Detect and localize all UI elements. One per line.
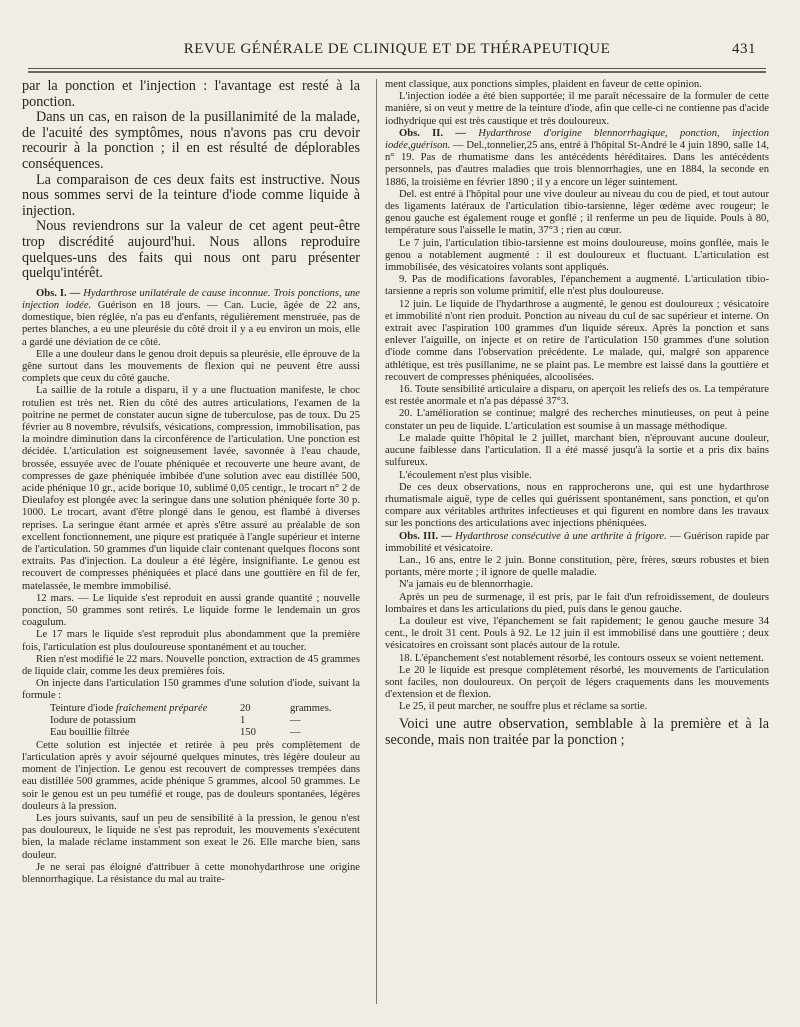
observation-3 <box>385 531 769 555</box>
observation-text: — Guérison rapide par immobilité et vésicatoire. <box>385 530 769 554</box>
paragraph: Elle a une douleur dans le genou droit depuis sa pleurésie, elle éprouve de la gêne surtout dans les mouvements de flexion qui ne peuvent être aussi complets que ceux du côté gauche. <box>22 348 360 385</box>
ingredient-quantity: 1 <box>240 715 246 727</box>
observation-label: Obs. III. — <box>399 530 452 542</box>
ingredient-name: Teinture d'iode <box>50 702 114 714</box>
observation-label: Obs. II. — <box>399 127 466 139</box>
ingredient-unit: grammes. <box>290 702 332 714</box>
left-column <box>22 79 370 1004</box>
paragraph: Nous reviendrons sur la valeur de cet agent peut-être trop discrédité aujourd'hui. Nous allons reproduire quelques-uns des faits qui nous ont paru présenter quelqu'intérêt. <box>22 218 360 282</box>
paragraph: L'écoulement n'est plus visible. <box>399 469 532 481</box>
paragraph: La comparaison de ces deux faits est instructive. Nous nous sommes servi de la teinture d'iode comme liquide à injection. <box>22 171 360 219</box>
running-header <box>22 38 772 64</box>
paragraph: Del. est entré à l'hôpital pour une vive douleur au niveau du cou de pied, et tout autour des ligaments latéraux de l'articulation tibio-tarsienne, léger œdème avec rougeur; le genou gauche est également rouge et gonflé ; il renferme un peu de liquide. Pouls à 80, température sous l'aisselle le matin, 37°3 ; rien au cœur. <box>385 188 769 237</box>
iodine-formula <box>50 703 360 740</box>
paragraph: ment classique, aux ponctions simples, plaident en faveur de cette opinion. <box>385 79 702 90</box>
observation-title: Hydarthrose consécutive à une arthrite à frigore. <box>455 530 667 542</box>
observation-title: Hydarthrose d'origine blennorrhagique, ponction, injection iodée,guérison. <box>385 127 769 152</box>
text-columns <box>22 79 772 1004</box>
journal-title: REVUE GÉNÉRALE DE CLINIQUE ET DE THÉRAPEUTIQUE <box>183 41 611 57</box>
formula-row <box>50 715 360 727</box>
paragraph: Dans un cas, en raison de la pusillanimité de la malade, de l'acuité des symptômes, nous n'avons pas cru devoir recourir à la ponction ; il en est résulté de déplorables conséquences. <box>22 109 360 172</box>
paragraph: Le 20 le liquide est presque complètement résorbé, les mouvements de l'articulation sont faciles, non douloureux. On perçoit de légers craquements dans les mouvements d'extension et de flexion. <box>385 664 769 701</box>
observation-2 <box>385 128 769 189</box>
ingredient-quantity: 150 <box>240 727 256 739</box>
ingredient-name: Eau bouillie filtrée <box>50 727 130 739</box>
column-divider <box>376 79 377 1004</box>
paragraph: par la ponction et l'injection : l'avantage est resté à la ponction. <box>22 79 360 110</box>
paragraph: Les jours suivants, sauf un peu de sensibilité à la pression, le genou n'est pas douloureux, le liquide ne s'est pas reproduit, les mouvements s'exécutent bien, la malade réclame instamment son exeat le 26. Elle marche bien, sans douleur. <box>22 813 360 861</box>
closing-paragraph: Voici une autre observation, semblable à la première et à la seconde, mais non traitée par la ponction ; <box>385 715 769 748</box>
paragraph: La douleur est vive, l'épanchement se fait rapidement; le genou gauche mesure 34 cent., le droit 31 cent. Pouls à 92. Le 12 juin il est immobilisé dans une gouttière ; deux vésicatoires en croissant sont placés autour de la rotule. <box>385 615 769 652</box>
paragraph: Le 25, il peut marcher, ne souffre plus et réclame sa sortie. <box>399 701 648 713</box>
paragraph: Le malade quitte l'hôpital le 2 juillet, marchant bien, n'éprouvant aucune douleur, aucune faiblesse dans l'articulation. Il a été massé jusqu'à la sortie et a pris dix bains sulfureux. <box>385 432 769 469</box>
paragraph: Après un peu de surmenage, il est pris, par le fait d'un refroidissement, de douleurs lombaires et dans les articulations du pied, puis dans le genou gauche. <box>385 591 769 615</box>
paragraph: Rien n'est modifié le 22 mars. Nouvelle ponction, extraction de 45 grammes de liquide clair, comme les deux premières fois. <box>22 653 360 678</box>
header-rule <box>28 68 766 69</box>
paragraph: Cette solution est injectée et retirée à peu près complètement de l'articulation après y avoir séjourné quelques minutes, très légère douleur au moment de l'injection. Le genou est recouvert de compresses trempées dans eau distillée 500 grammes, acide phénique 5 grammes, alcool 50 grammes. Le soir le genou est un peu tuméfié et rouge, pas de douleurs spontanées, légères douleurs à la pression. <box>22 739 360 812</box>
paragraph: De ces deux observations, nous en rapprocherons une, qui est une hydarthrose rhumatismale aiguë, type de celles qui guérissent spontanément, sans ponction, et qu'on compare aux véritables arthrites infectieuses et qui figurent en nombre dans les travaux sur les ponctions des articulations avec injections phéniquées. <box>385 481 769 530</box>
observation-label: Obs. I. — <box>36 287 81 299</box>
paragraph: N'a jamais eu de blennorrhagie. <box>399 579 533 591</box>
header-rule-double <box>28 71 766 73</box>
ingredient-name: Iodure de potassium <box>50 715 136 727</box>
ingredient-quantity: 20 <box>240 702 251 714</box>
paragraph: L'injection iodée a été bien supportée; il me paraît nécessaire de la formuler de cette manière, si on veut y mettre de la teinture d'iode, afin que celle-ci ne contienne pas d'acide iodhydrique qui est très caustique et très douloureux. <box>385 91 769 127</box>
paragraph: La saillie de la rotule a disparu, il y a une fluctuation manifeste, le choc rotulien est très net. Rien du côté des autres articulations, l'examen de la poitrine ne permet de constater aucun signe de tuberculose, pas de toux. Du 25 février au 8 novembre, révulsifs, vésications, compression, immobilisation, pas la moindre diminution dans la circonférence de l'articulation. Une ponction est décidée. L'articulation est soigneusement lavée, savonnée à l'eau chaude, brossée, essuyée avec de l'ouate phéniquée et recouverte une heure avant, de compresses de gaze phéniquée imbibée d'une solution avec eau distillée 500, acide phénique 10 gr., acide borique 10, sublimé 0,05 centigr., le trocart n° 2 de Dieulafoy est plongée avec la seringue dans une solution phéniquée forte 30 p. 1000. Le trocart, avant d'être plongé dans le genou, est flambé à diverses reprises. La seringue étant armée et après s'être assuré au préalable de son excellent fonctionnement, une piqure est pratiquée à l'angle supérieur et interne de l'articulation. 50 grammes d'un liquide clair contenant quelques flocons sont extraits. Pas d'injection. La douleur a été légère, insignifiante. Le genou est recouvert de compresses phéniquées et placé dans une gouttière en fil de fer, matelassée, le membre immobilisé. <box>22 385 360 592</box>
paragraph: 18. L'épanchement s'est notablement résorbé, les contours osseux se voient nettement. <box>399 652 764 664</box>
paragraph: 12 juin. Le liquide de l'hydarthrose a augmenté, le genou est douloureux ; vésicatoire et immobilité n'ont rien produit. Ponction au niveau du cul de sac supérieur et interne. On extrait avec l'aspiration 100 grammes d'un liquide séreux. Après la ponction et sans enlever l'aiguille, on injecte et on retire de l'articulation 150 grammes d'une solution d'iode comme dans l'observation précédente. Le malade, qui, malgré son apparence athlétique, est très pusillanime, ne se plaint pas. Le membre est laissé dans la gouttière et recouvert de compresses phéniquées, alcoolisées. <box>385 298 769 383</box>
page-number: 431 <box>732 41 756 57</box>
paragraph: 20. L'amélioration se continue; malgré des recherches minutieuses, on peut à peine constater un peu de liquide. L'articulation est soumise à un massage méthodique. <box>385 408 769 432</box>
paragraph: 12 mars. — Le liquide s'est reproduit en aussi grande quantité ; nouvelle ponction, 50 grammes sont retirés. Le liquide forme le lendemain un gros coagulum. <box>22 592 360 629</box>
observation-text: — Del.,tonnelier,25 ans, entré à l'hôpital St-André le 4 juin 1890, salle 14, n° 19. Pas de rhumatisme dans les antécédents héréditaires. Dans les antécédents personnels, pas d'autres maladies que trois blennorrhagies, une en 1884, la seconde en 1886, la troisième en février 1890 ; il y a encore un léger suintement. <box>385 140 769 188</box>
right-column <box>383 79 769 1004</box>
paragraph: Le 7 juin, l'articulation tibio-tarsienne est moins douloureuse, moins gonflée, mais le genou a notablement augmenté : il est douloureux et fluctuant. L'articulation est immobilisée, des vésicatoires volants sont appliqués. <box>385 237 769 274</box>
formula-row <box>50 703 360 715</box>
ingredient-qualifier: fraîchement préparée <box>115 702 208 714</box>
observation-1 <box>22 288 360 349</box>
paragraph: Le 17 mars le liquide s'est reproduit plus abondamment que la première fois, l'articulation est plus douloureuse spontanément et au toucher. <box>22 629 360 653</box>
observation-text: Guérison en 18 jours. — Can. Lucie, âgée de 22 ans, domestique, bien réglée, n'a pas eu d'enfants, régulièrement menstruée, pas de pertes blanches, a eu une pleurésie du côté droit il y a eu environ un mois, elle a gardé une déviation de ce côté. <box>22 299 361 348</box>
paragraph: 16. Toute sensibilité articulaire a disparu, on aperçoit les reliefs des os. La température est restée anormale et n'a pas dépassé 37°3. <box>385 384 769 408</box>
paragraph: 9. Pas de modifications favorables, l'épanchement a augmenté. L'articulation tibio-tarsienne a repris son volume primitif, elle n'est plus douloureuse. <box>385 274 769 298</box>
paragraph: Lan., 16 ans, entre le 2 juin. Bonne constitution, père, frères, sœurs robustes et bien portants, mère morte ; il ignore de quelle maladie. <box>385 554 769 579</box>
ingredient-unit: — <box>290 715 301 727</box>
paragraph: On injecte dans l'articulation 150 grammes d'une solution d'iode, suivant la formule : <box>22 678 360 702</box>
formula-row <box>50 727 360 739</box>
observation-title: Hydarthrose unilatérale de cause inconnue. Trois ponctions, une injection iodée. <box>22 287 360 311</box>
paragraph: Je ne serai pas éloigné d'attribuer à cette monohydarthrose une origine blennorrhagique. La résistance du mal au traite- <box>22 861 360 886</box>
ingredient-unit: — <box>290 727 301 739</box>
